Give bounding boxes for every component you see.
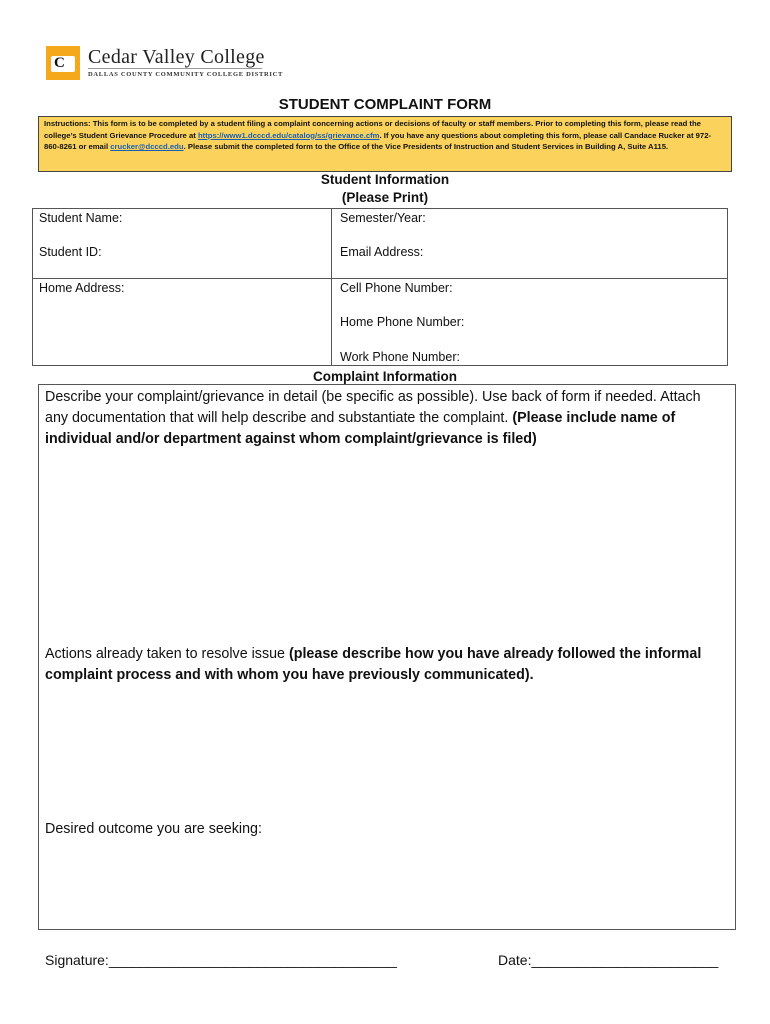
college-name: Cedar Valley College xyxy=(88,46,265,68)
table-divider-vertical xyxy=(331,208,332,366)
home-phone-field[interactable]: Home Phone Number: xyxy=(340,315,465,329)
work-phone-field[interactable]: Work Phone Number: xyxy=(340,350,460,364)
signature-field[interactable] xyxy=(45,952,397,968)
describe-instruction-bold: (Please include name of individual and/or department against whom complaint/grievance is filed) xyxy=(45,410,676,447)
signature-line: _____________________________________ xyxy=(108,952,397,968)
grievance-procedure-link[interactable]: https://www1.dcccd.edu/catalog/ss/grievance.cfm xyxy=(197,130,380,140)
home-address-field[interactable]: Home Address: xyxy=(39,281,125,295)
date-label: Date: xyxy=(498,952,532,968)
college-logo-icon xyxy=(46,46,80,80)
date-line: ________________________ xyxy=(531,952,719,968)
logo-mark-letter: C xyxy=(54,55,65,71)
email-address-field[interactable]: Email Address: xyxy=(340,245,424,259)
actions-instruction-bold: (please describe how you have already followed the informal complaint process and with whom you have previously communicated). xyxy=(45,646,702,683)
instructions-box xyxy=(38,116,732,172)
date-field[interactable] xyxy=(498,952,718,968)
actions-taken-area[interactable] xyxy=(45,644,725,686)
describe-instruction: Describe your complaint/grievance in detail (be specific as possible). Use back of form if needed. Attach any documentation that will help describe and substantiate the complaint. xyxy=(45,389,701,426)
student-name-field[interactable]: Student Name: xyxy=(39,211,123,225)
table-divider-horizontal xyxy=(32,278,728,279)
contact-email-link[interactable]: crucker@dcccd.edu xyxy=(110,142,184,152)
complaint-info-heading: Complaint Information xyxy=(313,369,457,384)
semester-year-field[interactable]: Semester/Year: xyxy=(340,211,426,225)
logo-divider xyxy=(88,68,262,69)
please-print-note: (Please Print) xyxy=(341,190,429,205)
actions-instruction: Actions already taken to resolve issue xyxy=(45,646,289,662)
instructions-text-3: . Please submit the completed form to the Office of the Vice Presidents of Instruction and Student Services in Building A, Suite A115. xyxy=(183,142,669,152)
form-title: STUDENT COMPLAINT FORM xyxy=(278,96,492,113)
student-info-heading: Student Information xyxy=(320,172,450,187)
district-name: DALLAS COUNTY COMMUNITY COLLEGE DISTRICT xyxy=(88,71,284,78)
complaint-description-area[interactable] xyxy=(45,387,725,450)
signature-label: Signature: xyxy=(45,952,109,968)
instructions-text-1: Instructions: This form is to be completed by a student filing a complaint concerning actions or decisions of faculty or staff members. Prior to completing this form, please read the college’s Student Grievance Procedure at xyxy=(44,119,701,140)
desired-outcome-area[interactable] xyxy=(45,819,725,840)
cell-phone-field[interactable]: Cell Phone Number: xyxy=(340,281,453,295)
student-id-field[interactable]: Student ID: xyxy=(39,245,102,259)
instructions-text-2: . If you have any questions about completing this form, please call Candace Rucker at 972-860-8261 or email xyxy=(44,130,712,152)
outcome-instruction: Desired outcome you are seeking: xyxy=(45,821,262,837)
